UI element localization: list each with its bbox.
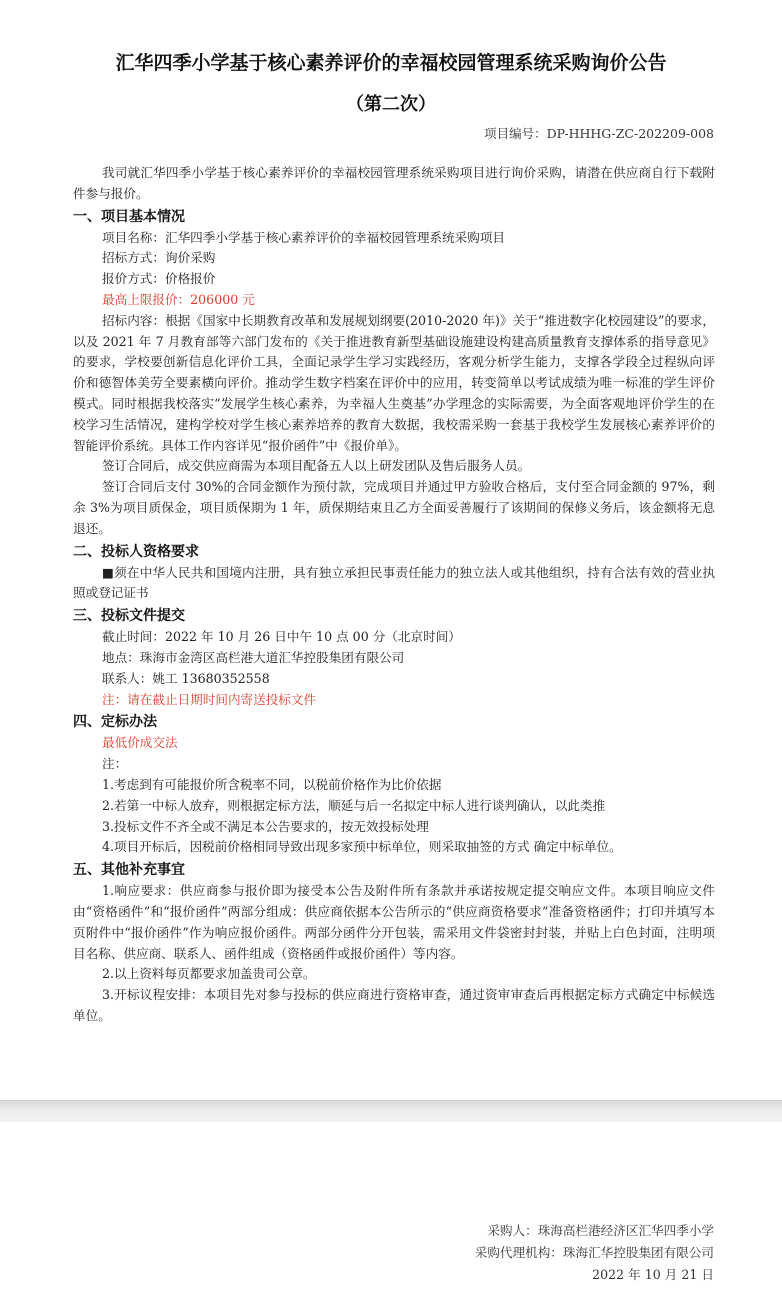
section-1-heading: 一、项目基本情况 — [73, 208, 185, 225]
award-rule-1: 1.考虑到有可能报价所含税率不同，以税前价格作为比价依据 — [102, 776, 442, 792]
submission-note: 注：请在截止日期时间内寄送投标文件 — [102, 691, 317, 707]
signature-date: 2022 年 10 月 21 日 — [592, 1267, 714, 1282]
qualification-requirement: ■须在中华人民共和国境内注册，具有独立承担民事责任能力的独立法人或其他组织，持有合法有效的营业执照或登记证书 — [73, 564, 715, 601]
project-name: 项目名称：汇华四季小学基于核心素养评价的幸福校园管理系统采购项目 — [102, 229, 505, 245]
page-break-divider — [0, 1100, 782, 1123]
contact-person: 联系人：姚工 13680352558 — [102, 670, 270, 686]
award-rule-4: 4.项目开标后，因税前价格相同导致出现多家预中标单位，则采取抽签的方式 确定中标单位。 — [102, 839, 622, 855]
supplement-item-1: 1.响应要求：供应商参与报价即为接受本公告及附件所有条款并承诺按规定提交响应文件。本项目响应文件由“资格函件”和“报价函件”两部分组成：供应商依据本公告所示的“供应商资格要求”准备资格函件；打印并填写本页附件中“报价函件”作为响应报价函件。两部分函件分开包装，需采用文件袋密封封装，并贴上白色封面，注明项目名称、供应商、联系人、函件组成（资格函件或报价函件）等内容。 — [73, 883, 715, 961]
award-method: 最低价成交法 — [102, 735, 178, 751]
buyer-signature: 采购人：珠海高栏港经济区汇华四季小学 — [487, 1223, 714, 1238]
payment-terms: 签订合同后支付 30%的合同金额作为预付款，完成项目并通过甲方验收合格后，支付至合同金额的 97%，剩余 3%为项目质保金，项目质保期为 1 年，质保期结束且乙方全面妥善履行了该期间的保修义务后，该金额将无息退还。 — [73, 479, 715, 536]
intro-paragraph: 我司就汇华四季小学基于核心素养评价的幸福校园管理系统采购项目进行询价采购，请潜在供应商自行下载附件参与报价。 — [73, 165, 715, 201]
page-title: 汇华四季小学基于核心素养评价的幸福校园管理系统采购询价公告 — [115, 52, 667, 74]
max-price: 最高上限报价：206000 元 — [102, 291, 255, 307]
award-note-label: 注： — [102, 756, 128, 772]
announcement-body — [73, 163, 715, 1027]
section-2-heading: 二、投标人资格要求 — [73, 543, 199, 560]
section-4-heading: 四、定标办法 — [73, 714, 157, 731]
agent-signature: 采购代理机构：珠海汇华控股集团有限公司 — [474, 1245, 714, 1260]
supplement-item-3: 3.开标议程安排：本项目先对参与投标的供应商进行资格审查，通过资审审查后再根据定标方式确定中标候选单位。 — [73, 987, 715, 1023]
award-rule-2: 2.若第一中标人放弃，则根据定标方法，顺延与后一名拟定中标人进行谈判确认，以此类推 — [102, 797, 606, 813]
bid-method: 招标方式：询价采购 — [102, 250, 216, 266]
submission-deadline: 截止时间：2022 年 10 月 26 日中午 10 点 00 分（北京时间） — [102, 629, 461, 645]
bid-content: 招标内容：根据《国家中长期教育改革和发展规划纲要(2010-2020 年)》关于“推进数字化校园建设”的要求，以及 2021 年 7 月教育部等六部门发布的《关于推进教育新型基础设施建设构建高质量教育支撑体系的指导意见》的要求，学校要创新信息化评价工具，全面记录学生学习实践经历，客观分析学生能力，支撑各学段全过程纵向评价和德智体美劳全要素横向评价。推动学生数字档案在评价中的应用，转变简单以考试成绩为唯一标准的学生评价模式。同时根据我校落实“发展学生核心素养，为幸福人生奠基”办学理念的实际需要，为全面客观地评价学生的在校学习生活情况，建构学校对学生核心素养培养的教育大数据，我校需采购一套基于我校学生发展核心素养评价的智能评价系统。具体工作内容详见“报价函件”中《报价单》。 — [73, 312, 715, 453]
section-3-heading: 三、投标文件提交 — [73, 608, 185, 625]
award-rule-3: 3.投标文件不齐全或不满足本公告要求的，按无效投标处理 — [102, 818, 429, 834]
page-subtitle: （第二次） — [346, 94, 436, 115]
project-number: 项目编号：DP-HHHG-ZC-202209-008 — [484, 126, 714, 141]
document-page-2 — [0, 1122, 782, 1306]
submission-location: 地点：珠海市金湾区高栏港大道汇华控股集团有限公司 — [102, 649, 405, 665]
quote-method: 报价方式：价格报价 — [102, 271, 216, 287]
team-requirement: 签订合同后，成交供应商需为本项目配备五人以上研发团队及售后服务人员。 — [102, 458, 531, 474]
supplement-item-2: 2.以上资料每页都要求加盖贵司公章。 — [102, 966, 316, 982]
section-5-heading: 五、其他补充事宜 — [73, 862, 185, 879]
